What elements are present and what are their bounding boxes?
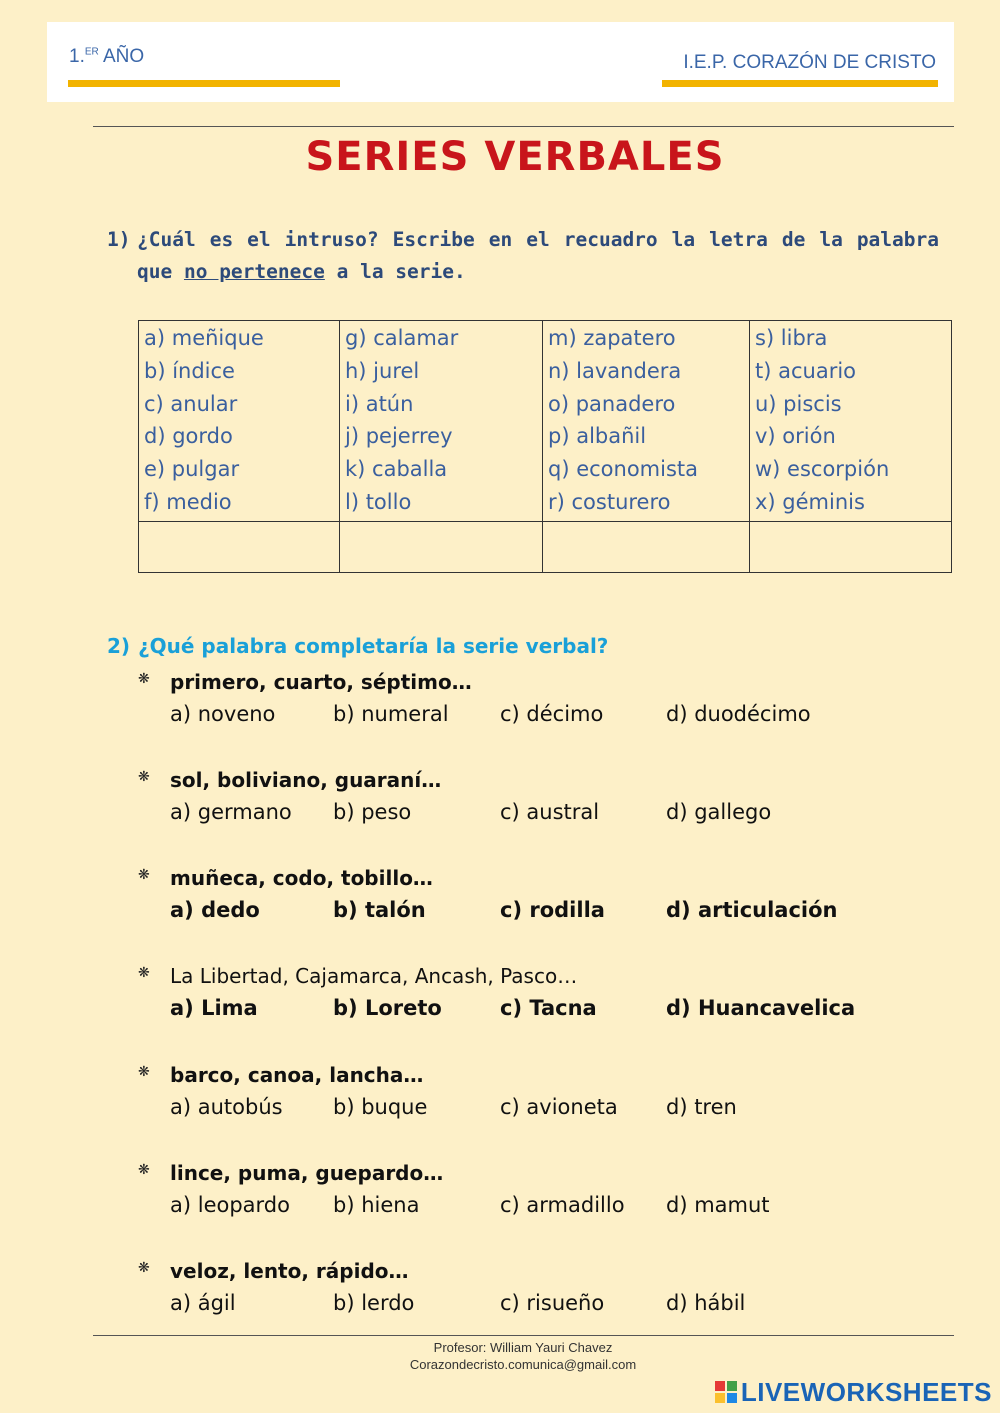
word-item: m) zapatero xyxy=(548,326,676,350)
word-item: f) medio xyxy=(144,489,232,514)
series-stem: La Libertad, Cajamarca, Ancash, Pasco… xyxy=(170,964,578,988)
word-table-lists-row xyxy=(139,321,952,522)
option-c[interactable]: c) décimo xyxy=(500,702,604,726)
word-column-4 xyxy=(750,321,952,522)
option-d[interactable]: d) tren xyxy=(666,1095,737,1119)
option-a[interactable]: a) noveno xyxy=(170,702,276,726)
flower-bullet-icon: ❋ xyxy=(138,1162,150,1178)
option-c[interactable]: c) Tacna xyxy=(500,996,597,1020)
word-item: e) pulgar xyxy=(144,457,240,482)
option-b[interactable]: b) numeral xyxy=(333,702,449,726)
series-stem: lince, puma, guepardo… xyxy=(170,1161,444,1185)
option-a[interactable]: a) ágil xyxy=(170,1291,236,1315)
option-d[interactable]: d) articulación xyxy=(666,898,838,922)
option-b[interactable]: b) buque xyxy=(333,1095,428,1119)
word-item: k) caballa xyxy=(345,457,448,482)
answer-box-3[interactable] xyxy=(543,521,750,572)
answer-row xyxy=(139,521,952,572)
liveworksheets-brand[interactable] xyxy=(715,1377,992,1408)
question-1-number: 1) xyxy=(107,228,131,251)
liveworksheets-wordmark: LIVEWORKSHEETS xyxy=(740,1377,992,1407)
word-item: h) jurel xyxy=(345,358,420,383)
word-item: l) tollo xyxy=(345,489,412,514)
word-item: i) atún xyxy=(345,391,414,416)
option-a[interactable]: a) leopardo xyxy=(170,1193,290,1217)
flower-bullet-icon: ❋ xyxy=(138,1260,150,1276)
header-accent-bar-left xyxy=(68,80,340,87)
word-item: a) meñique xyxy=(144,326,264,350)
series-stem: muñeca, codo, tobillo… xyxy=(170,866,433,890)
series-stem: barco, canoa, lancha… xyxy=(170,1063,424,1087)
question-2-number: 2) xyxy=(107,634,131,658)
word-item: c) anular xyxy=(144,391,238,416)
top-divider xyxy=(93,126,954,127)
word-item: b) índice xyxy=(144,358,235,383)
word-item: s) libra xyxy=(755,326,828,350)
option-b[interactable]: b) peso xyxy=(333,800,412,824)
flower-bullet-icon: ❋ xyxy=(138,867,150,883)
option-d[interactable]: d) gallego xyxy=(666,800,772,824)
question-1-text-before: ¿Cuál es el intruso? Escribe en el recuadro la letra de la palabra que xyxy=(137,228,939,283)
option-d[interactable]: d) Huancavelica xyxy=(666,996,856,1020)
page-title: SERIES VERBALES xyxy=(305,134,725,180)
option-b[interactable]: b) hiena xyxy=(333,1193,420,1217)
question-1 xyxy=(107,224,939,288)
option-c[interactable]: c) austral xyxy=(500,800,600,824)
word-item: q) economista xyxy=(548,457,699,482)
option-d[interactable]: d) duodécimo xyxy=(666,702,811,726)
liveworksheets-logo-icon xyxy=(715,1381,737,1403)
option-d[interactable]: d) hábil xyxy=(666,1291,746,1315)
flower-bullet-icon: ❋ xyxy=(138,769,150,785)
option-a[interactable]: a) dedo xyxy=(170,898,260,922)
word-item: x) géminis xyxy=(755,489,865,514)
word-column-1 xyxy=(139,321,340,522)
word-item: v) orión xyxy=(755,424,836,449)
option-c[interactable]: c) avioneta xyxy=(500,1095,618,1119)
grade-prefix: 1. xyxy=(69,46,85,67)
option-a[interactable]: a) germano xyxy=(170,800,292,824)
header-accent-bar-right xyxy=(662,80,938,87)
question-2 xyxy=(107,634,608,658)
word-item: g) calamar xyxy=(345,326,459,350)
option-b[interactable]: b) Loreto xyxy=(333,996,442,1020)
word-item: j) pejerrey xyxy=(345,424,453,449)
answer-box-4[interactable] xyxy=(750,521,952,572)
word-item: w) escorpión xyxy=(755,457,890,482)
word-table xyxy=(138,320,952,573)
question-1-underlined: no pertenece xyxy=(183,260,325,283)
option-b[interactable]: b) talón xyxy=(333,898,426,922)
word-column-2 xyxy=(340,321,543,522)
question-2-text: ¿Qué palabra completaría la serie verbal? xyxy=(138,634,609,658)
footer-teacher: Profesor: William Yauri Chavez xyxy=(433,1340,613,1355)
school-name: I.E.P. CORAZÓN DE CRISTO xyxy=(683,52,936,73)
flower-bullet-icon: ❋ xyxy=(138,965,150,981)
option-c[interactable]: c) rodilla xyxy=(500,898,605,922)
word-item: r) costurero xyxy=(548,489,671,514)
series-stem: primero, cuarto, séptimo… xyxy=(170,670,472,694)
word-item: o) panadero xyxy=(548,391,676,416)
word-item: t) acuario xyxy=(755,358,857,383)
grade-label xyxy=(69,46,144,68)
series-stem: veloz, lento, rápido… xyxy=(170,1259,409,1283)
word-item: d) gordo xyxy=(144,424,233,449)
flower-bullet-icon: ❋ xyxy=(138,671,150,687)
bottom-divider xyxy=(93,1335,954,1336)
flower-bullet-icon: ❋ xyxy=(138,1064,150,1080)
question-1-text-after: a la serie. xyxy=(324,260,466,283)
option-a[interactable]: a) Lima xyxy=(170,996,258,1020)
word-item: p) albañil xyxy=(548,424,647,449)
option-d[interactable]: d) mamut xyxy=(666,1193,770,1217)
option-a[interactable]: a) autobús xyxy=(170,1095,283,1119)
word-item: u) piscis xyxy=(755,391,842,416)
option-c[interactable]: c) risueño xyxy=(500,1291,605,1315)
option-b[interactable]: b) lerdo xyxy=(333,1291,415,1315)
option-c[interactable]: c) armadillo xyxy=(500,1193,625,1217)
word-column-3 xyxy=(543,321,750,522)
answer-box-1[interactable] xyxy=(139,521,340,572)
grade-suffix: AÑO xyxy=(98,46,145,67)
question-1-text xyxy=(137,224,939,288)
grade-superscript: ER xyxy=(84,46,99,58)
word-item: n) lavandera xyxy=(548,358,682,383)
series-stem: sol, boliviano, guaraní… xyxy=(170,768,442,792)
footer-email: Corazondecristo.comunica@gmail.com xyxy=(409,1357,637,1372)
answer-box-2[interactable] xyxy=(340,521,543,572)
header-band xyxy=(47,22,954,102)
